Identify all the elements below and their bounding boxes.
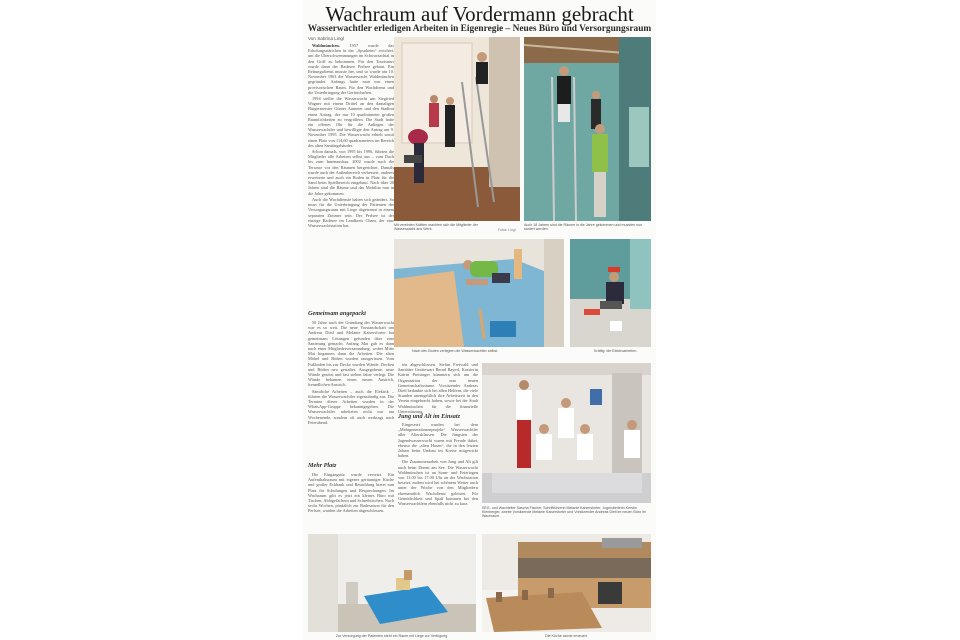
photo-renovation-ladder <box>394 37 520 221</box>
article-byline: Von Sabrina Lingl <box>308 36 345 41</box>
caption-photo7: Die Küche wurde erneuert. <box>545 634 588 638</box>
paragraph: Sämtliche Arbeiten – auch die Elektrik – führten die Wasserwachtler eigenständig aus. Die Termine dieser Arbeiten wurden in der WhatsApp-Gruppe bekanntgegeben. Die Wasserwachtler arbeiteten nicht nur am Wochenende, sondern oft auch werktags nach Feierabend. <box>308 388 394 425</box>
subhead-jung-und-alt: Jung und Alt im Einsatz <box>398 413 461 420</box>
paragraph: ten abgeschlossen. Stefan Freiwald und Sanitäter Gerätewart Bernd Bayerl, Kassierin Katrin Preisinger kümmern sich um die Organisation der nun neuen Gemeinschaftsräume. Vorsitzender Andreas Dietl bedankte sich bei allen Helfern, die viele Stunden unentgeltlich ihre Arbeitszeit in den Verein eingebracht haben, sowie bei der Stadt Waldmünchen für die finanzielle Unterstützung. <box>398 362 478 414</box>
paragraph: Eingesetzt wurden bei dem „Mehrgenerationenprojekt“ Wasserwachtler aller Altersklassen. Die Jüngsten der Jugendwasserwacht waren mit Freude dabei, ebenso die „alten Hasen“, die in den letzten Jahren beim Umbau im Kreise mitgewirkt haben. <box>398 422 478 459</box>
paragraph: Auch die Wachdienste haben sich geändert. So muss für die Unterbringung der Patienten der Versorgungsraum mit Liege abgetrennt in einem separaten Zimmer sein. Der Perlsee ist der einzige Badesee im Landkreis Cham, der eine Wasserwachtstation hat. <box>308 196 394 228</box>
paragraph: 1957 wurde das Erholungsstättchen in der „Spurheim“ errichtet, um die Überschwemmungen im Schwarzachtal in den Griff zu bekommen. Für den Tourismus wurde dann der Badesee Perlsee gebaut. Ein Rettungsdienst musste her, und so wurde am 10. November 1963 die Wasserwacht Waldmünchen gegründet. Anfangs hatte man nur einen provisorischen Raum. Für den Wachdienst und die Unterbringung der Gerätschaften. <box>308 43 394 95</box>
caption-photo2: Auch 18 Jahren sind die Räume in die Jahre gekommen und mussten nun saniert werden. <box>524 223 643 232</box>
article-headline: Wachraum auf Vordermann gebracht <box>325 2 634 26</box>
article-column-2 <box>398 362 478 414</box>
subhead-gemeinsam: Gemeinsam angepackt <box>308 310 366 317</box>
subhead-mehr-platz: Mehr Platz <box>308 462 337 469</box>
photo-renovation-ceiling <box>524 37 651 221</box>
article-column-1b <box>308 320 394 460</box>
caption-photo4: Kräftig: die Elektroarbeiten. <box>594 349 638 353</box>
photo-kitchen <box>482 534 651 632</box>
paragraph: 1994 stellte die Wasserwacht um Siegfried Wagner mit einem Drittel an den damaligen Bürgermeister Günter Aumeier und den Stadtrat einen Antrag, der nur 10 quadratmeter großen Raumlichkeiten zu vergrößern. Die Stadt hatte ein offenes Ohr für die Anliegen der Wasserwachtler und bewilligte den Antrag am 9. November 1995. Die Wasserwacht erhielt somit einen Platz von 114,60 quadratmetern im Bereich des alten Sanitärgebäudes. <box>308 96 394 148</box>
caption-photo6: Zur Versorgung der Patienten steht ein Raum mit Liege zur Verfügung. <box>335 634 449 638</box>
article-column-1c <box>308 472 394 528</box>
article-column-2b <box>398 422 478 528</box>
paragraph: Schon damals, von 1995 bis 1996, führten die Mitglieder alle Arbeiten selbst aus – vom Dach bis zum Innenausbau. 2002 wurde auch die Terrasse vor den Räumen hergerichtet. Damals wurde auch der Außenbereich verbessert, anderes erweiterte und auch ein Boden in Platz für die Sand beim Spielbereich eingebaut. Nach über 20 Jahren sind die Räume und das Mobiliar nun in die Jahre gekommen. <box>308 149 394 196</box>
photo-electrical-work <box>570 239 651 347</box>
article-subheadline: Wasserwachtler erledigen Arbeiten in Eigenregie – Neues Büro und Versorgungsraum <box>307 24 652 34</box>
paragraph: Die Zusammenarbeit von Jung und Alt gilt auch beim Dienst am See. Die Wasserwacht Waldmünchen ist an Sonn- und Feiertagen von 13.00 bis 17.00 Uhr an der Wachstation besetzt, zudem wird bei schönem Wetter auch unter der Woche von den Mitgliedern ehrenamtlich Wachdienst geleistet. Für Gemütlichkeit und Spaß kommen bei den Wasserwachtlern ebenfalls nicht zu kurz. <box>398 459 478 507</box>
caption-photo5: SEG- und Wachleiter Sascha Fischer, Schriftführerin Melanie Kaisersforter, Jugendleiterin Kerstin Kienberger, zweite Vorsitzende Melanie Kaisersforter und Vorsitzender Andreas Dietl im neuen Büro im Wachraum. <box>482 506 646 519</box>
article-column-1 <box>308 43 394 305</box>
paragraph: Die Eingangstür wurde versetzt. Ein Aufenthaltsraum mit eigener geräumiger Küche und großer Eckbank und Bestuhlung bietet nun Platz für Schulungen und Besprechungen. Im Wachraum gibt es jetzt ein kleines Büro mit Tischen, Ablagefächern und Schreibtischen. Nach sechs Wochen, pünktlich zur Badesaison für den Perlsee, wurden die Arbeiten abgeschlossen. <box>308 472 394 514</box>
caption-photo3: Nach den Boden verlegten die Wasserwachtler selbst. <box>412 349 499 353</box>
paragraph: 50 Jahre nach der Gründung der Wasserwacht war es so weit. Die neue Vorstandschaft um Andreas Dietl und Melanie Kaisersforter hat gemeinsam Lösungen gefunden über eine Sanierung gemacht. Anfang Mai gab es dann nach einer Mitgliederversammlung, wobei Mitte Mai begannen dann die Arbeiten. Die alten Möbel und Böden wurden rausgerissen. Vom Fußboden bis zur Decke wurden Wände, Decken und Böden neu gestaltet. Ausgegebene, neue Wände gesetzt und fast sieben Jahre verlegt. Die Wände bekamen einen neuen Anstrich, freundlichen Anstrich. <box>308 320 394 388</box>
photo-patient-room <box>308 534 476 632</box>
photo-credit: Fotos: Lingl <box>498 228 516 232</box>
photo-floor-laying <box>394 239 564 347</box>
photo-team-office <box>482 363 651 503</box>
dateline: Waldmünchen. <box>312 43 340 48</box>
caption-photo1: Mit vereinten Kräften machten sich die Mitglieder der Wasserwacht ans Werk. <box>394 223 478 232</box>
